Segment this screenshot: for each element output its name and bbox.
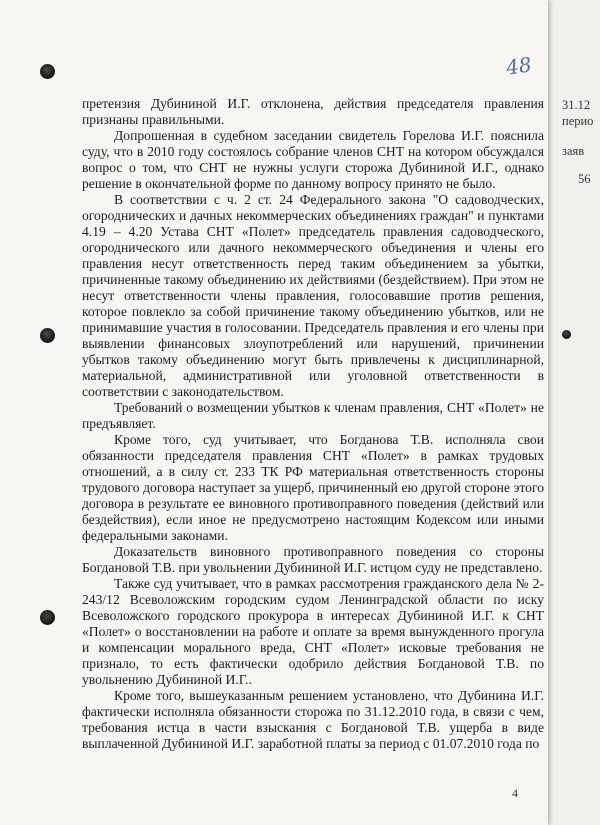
paragraph: претензия Дубининой И.Г. отклонена, действия председателя правления признаны правильными.: [82, 96, 544, 127]
punch-hole: [40, 328, 55, 343]
paragraph: Доказательств виновного противоправного поведения со стороны Богдановой Т.В. при увольнении Дубининой И.Г. истцом суду не представлено.: [82, 544, 544, 575]
underlying-text-fragment: заяв: [562, 144, 585, 158]
paragraph: Кроме того, суд учитывает, что Богданова Т.В. исполняла свои обязанности председателя правления СНТ «Полет» в рамках трудовых отношений, а в силу ст. 233 ТК РФ материальная ответственность стороны трудового договора наступает за ущерб, причиненный ею другой стороне этого договора в результате ее виновного противоправного поведения (действий или бездействия), если иное не предусмотрено настоящим Кодексом или иными федеральными законами.: [82, 432, 544, 543]
underlying-text-fragment: 56: [578, 172, 591, 186]
paragraph: Также суд учитывает, что в рамках рассмотрения гражданского дела № 2-243/12 Всеволожским городским судом Ленинградской области по иску Всеволожского городского прокурора в интересах Дубининой И.Г. к СНТ «Полет» о восстановлении на работе и оплате за время вынужденного прогула и компенсации морального вреда, СНТ «Полет» исковые требования не признало, то есть фактически одобрило действия Богдановой Т.В. по увольнению Дубининой И.Г..: [82, 576, 544, 687]
document-body: [82, 96, 544, 752]
handwritten-sheet-number: 48: [504, 52, 533, 80]
page-number: 4: [512, 786, 518, 800]
underlying-text-fragment: перио: [562, 114, 594, 128]
paragraph: Требований о возмещении убытков к членам правления, СНТ «Полет» не предъявляет.: [82, 400, 544, 431]
underlying-text-fragment: 31.12: [562, 98, 591, 112]
underlying-page: [548, 0, 600, 825]
paragraph: Кроме того, вышеуказанным решением установлено, что Дубинина И.Г. фактически исполняла обязанности сторожа по 31.12.2010 года, в связи с чем, требования истца в части взыскания с Богдановой Т.В. ущерба в виде выплаченной Дубининой И.Г. заработной платы за период с 01.07.2010 года по: [82, 688, 544, 751]
punch-hole: [40, 64, 55, 79]
paragraph: Допрошенная в судебном заседании свидетель Горелова И.Г. пояснила суду, что в 2010 году состоялось собрание членов СНТ на котором обсуждался вопрос о том, что СНТ не нужны услуги сторожа Дубининой И.Г., однако решение в окончательной форме по данному вопросу принято не было.: [82, 128, 544, 191]
paragraph: В соответствии с ч. 2 ст. 24 Федерального закона "О садоводческих, огороднических и дачных некоммерческих объединениях граждан" и пунктами 4.19 – 4.20 Устава СНТ «Полет» председатель правления садоводческого, огороднического или дачного некоммерческого объединения и члены его правления несут ответственность перед таким объединением за убытки, причиненные такому объединению их действиями (бездействием). При этом не несут ответственности члены правления, голосовавшие против решения, которое повлекло за собой причинение такому объединению убытков, или не принимавшие участия в голосовании. Председатель правления и его члены при выявлении финансовых злоупотреблений или нарушений, причинении убытков такому объединению могут быть привлечены к дисциплинарной, материальной, административной или уголовной ответственности в соответствии с законодательством.: [82, 192, 544, 399]
punch-hole: [40, 610, 55, 625]
punch-hole: [562, 330, 571, 339]
